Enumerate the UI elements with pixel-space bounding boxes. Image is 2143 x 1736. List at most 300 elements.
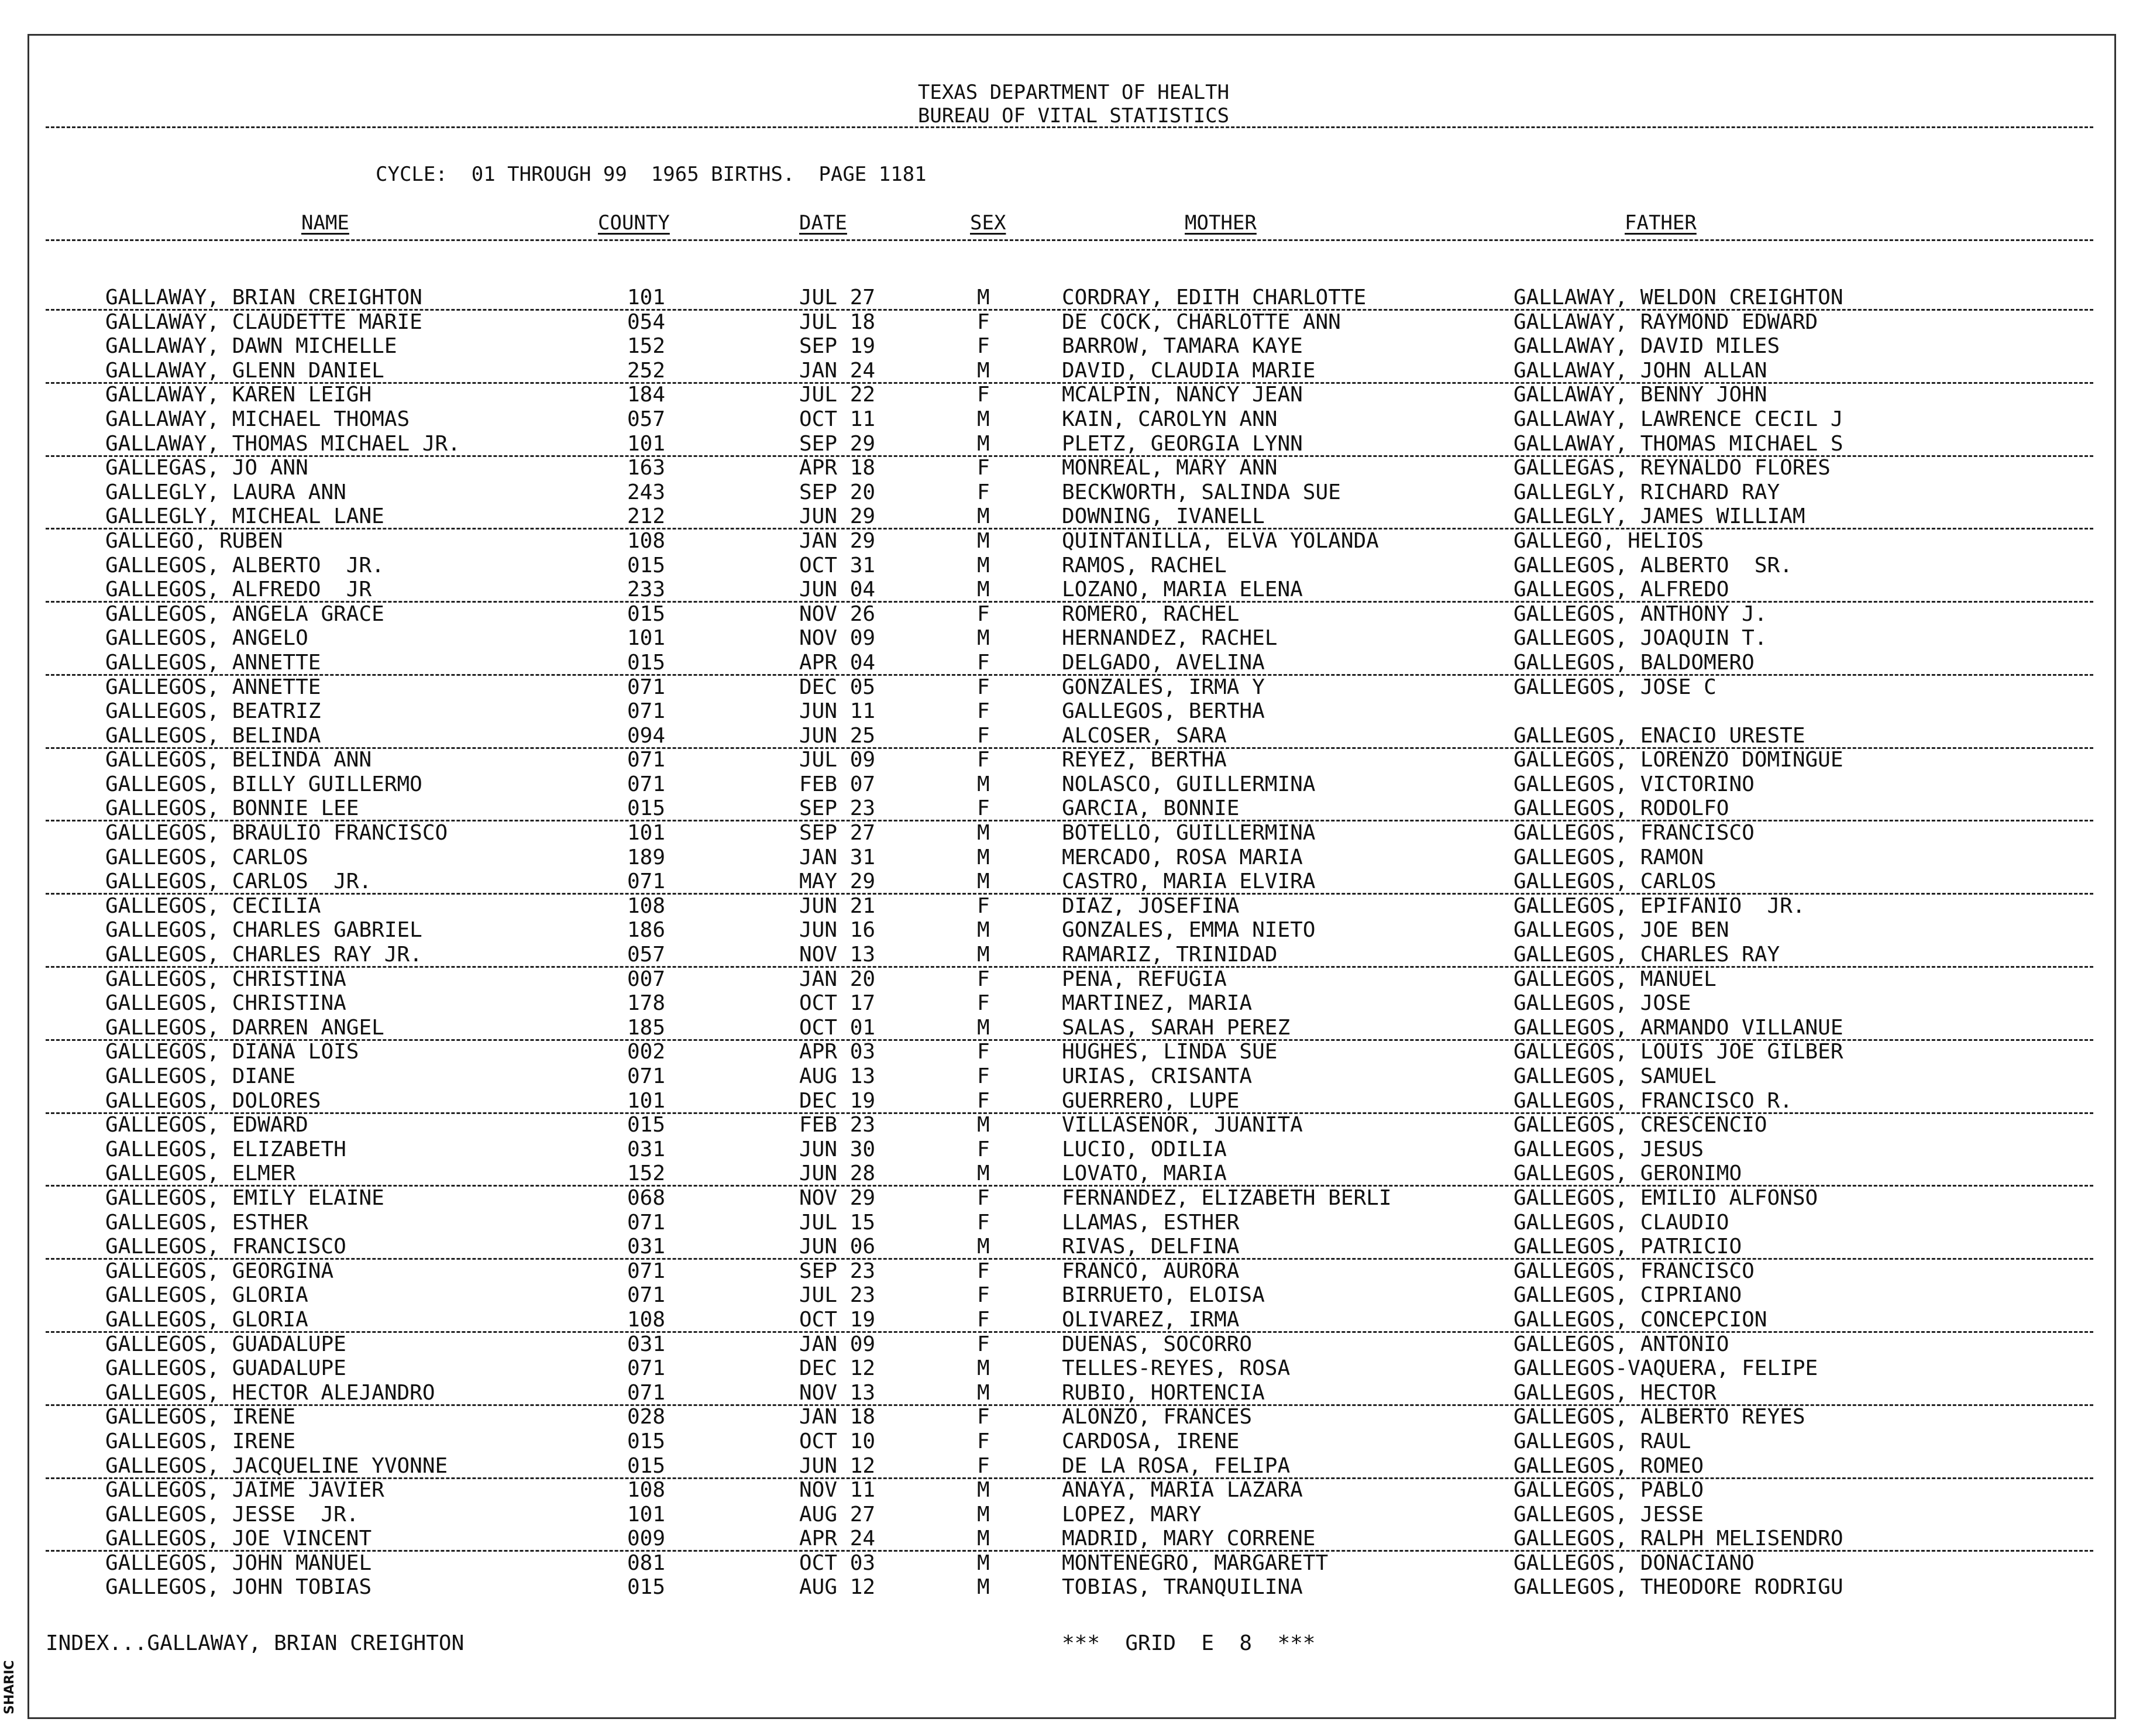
cell-name: GALLEGOS, ELMER xyxy=(105,1161,296,1186)
cell-name: GALLEGOS, FRANCISCO xyxy=(105,1235,346,1259)
table-row xyxy=(29,310,2118,335)
cell-sex: M xyxy=(977,1015,990,1040)
cell-date: NOV 13 xyxy=(799,943,876,967)
cell-father: GALLEGOS, VICTORINO xyxy=(1513,772,1755,796)
table-row xyxy=(29,602,2118,627)
cell-mother: LOVATO, MARIA xyxy=(1062,1161,1227,1186)
column-header-father: FATHER xyxy=(1625,211,1697,235)
cell-name: GALLEGO, RUBEN xyxy=(105,528,283,553)
bureau-title: BUREAU OF VITAL STATISTICS xyxy=(917,104,1230,128)
cell-county: 108 xyxy=(627,1307,666,1332)
cell-father: GALLEGOS, GERONIMO xyxy=(1513,1161,1742,1186)
cell-name: GALLEGOS, JOE VINCENT xyxy=(105,1527,372,1551)
cell-father: GALLEGAS, REYNALDO FLORES xyxy=(1513,456,1831,480)
cell-county: 071 xyxy=(627,1356,666,1381)
cell-name: GALLEGOS, JACQUELINE YVONNE xyxy=(105,1453,448,1478)
cell-name: GALLEGOS, JESSE JR. xyxy=(105,1502,359,1527)
cell-mother: MONREAL, MARY ANN xyxy=(1062,456,1278,480)
cell-county: 028 xyxy=(627,1405,666,1429)
table-row xyxy=(29,1235,2118,1259)
cell-date: JUN 16 xyxy=(799,918,876,943)
cell-date: NOV 11 xyxy=(799,1478,876,1503)
table-row xyxy=(29,1161,2118,1186)
cell-date: FEB 07 xyxy=(799,772,876,796)
cell-sex: F xyxy=(977,1453,990,1478)
cell-father: GALLEGOS, PATRICIO xyxy=(1513,1235,1742,1259)
cell-sex: F xyxy=(977,967,990,991)
cell-father: GALLEGOS, ANTONIO xyxy=(1513,1332,1729,1356)
cell-mother: CORDRAY, EDITH CHARLOTTE xyxy=(1062,286,1367,310)
cell-mother: KAIN, CAROLYN ANN xyxy=(1062,407,1278,431)
cell-mother: BARROW, TAMARA KAYE xyxy=(1062,334,1303,359)
cell-sex: F xyxy=(977,1064,990,1088)
cell-mother: LOZANO, MARIA ELENA xyxy=(1062,577,1303,602)
cell-mother: VILLASENOR, JUANITA xyxy=(1062,1113,1303,1137)
cell-county: 101 xyxy=(627,1502,666,1527)
cell-father: GALLEGOS, JOAQUIN T. xyxy=(1513,626,1767,651)
cell-sex: F xyxy=(977,1307,990,1332)
cell-date: JUL 23 xyxy=(799,1283,876,1308)
cell-sex: M xyxy=(977,1235,990,1259)
cell-date: SEP 23 xyxy=(799,1259,876,1283)
cell-sex: F xyxy=(977,650,990,675)
cell-name: GALLAWAY, GLENN DANIEL xyxy=(105,358,384,383)
cell-county: 071 xyxy=(627,772,666,796)
cell-father: GALLEGOS, LOUIS JOE GILBER xyxy=(1513,1040,1843,1064)
cell-county: 015 xyxy=(627,650,666,675)
cell-sex: F xyxy=(977,796,990,821)
cell-mother: MCALPIN, NANCY JEAN xyxy=(1062,383,1303,407)
department-title: TEXAS DEPARTMENT OF HEALTH xyxy=(917,81,1230,104)
cell-sex: M xyxy=(977,869,990,894)
cell-name: GALLEGOS, EDWARD xyxy=(105,1113,308,1137)
cell-father: GALLEGOS, HECTOR xyxy=(1513,1380,1717,1405)
cell-date: JUL 09 xyxy=(799,748,876,772)
cell-sex: M xyxy=(977,504,990,529)
cell-date: JAN 18 xyxy=(799,1405,876,1429)
cell-mother: BIRRUETO, ELOISA xyxy=(1062,1283,1265,1308)
cell-county: 015 xyxy=(627,1113,666,1137)
cell-county: 152 xyxy=(627,334,666,359)
cell-county: 108 xyxy=(627,528,666,553)
cell-county: 015 xyxy=(627,601,666,626)
cell-mother: RAMOS, RACHEL xyxy=(1062,553,1227,577)
cell-sex: M xyxy=(977,431,990,456)
cell-sex: M xyxy=(977,358,990,383)
cell-date: AUG 12 xyxy=(799,1575,876,1600)
cell-sex: M xyxy=(977,1113,990,1137)
cell-mother: HUGHES, LINDA SUE xyxy=(1062,1040,1278,1064)
table-row xyxy=(29,1040,2118,1064)
cell-county: 071 xyxy=(627,1259,666,1283)
cell-father: GALLEGOS, ALBERTO SR. xyxy=(1513,553,1793,577)
cell-sex: F xyxy=(977,1210,990,1235)
cell-county: 071 xyxy=(627,1283,666,1308)
cell-sex: M xyxy=(977,626,990,651)
cell-name: GALLEGOS, BONNIE LEE xyxy=(105,796,359,821)
cell-county: 054 xyxy=(627,310,666,334)
cell-mother: ANAYA, MARIA LAZARA xyxy=(1062,1478,1303,1503)
cell-mother: SALAS, SARAH PEREZ xyxy=(1062,1015,1291,1040)
cell-county: 015 xyxy=(627,1453,666,1478)
cell-sex: M xyxy=(977,553,990,577)
cell-sex: M xyxy=(977,943,990,967)
cell-mother: MARTINEZ, MARIA xyxy=(1062,991,1253,1016)
cell-mother: DAVID, CLAUDIA MARIE xyxy=(1062,358,1316,383)
table-row xyxy=(29,1429,2118,1454)
cell-name: GALLEGOS, JOHN TOBIAS xyxy=(105,1575,372,1600)
cell-county: 057 xyxy=(627,407,666,431)
column-header-county: COUNTY xyxy=(598,211,670,235)
cell-father: GALLEGOS, ALFREDO xyxy=(1513,577,1729,602)
cell-date: FEB 23 xyxy=(799,1113,876,1137)
table-row xyxy=(29,1089,2118,1113)
cell-mother: LOPEZ, MARY xyxy=(1062,1502,1202,1527)
cell-father: GALLEGOS, JOSE C xyxy=(1513,675,1717,699)
cell-sex: F xyxy=(977,991,990,1016)
cell-name: GALLEGOS, ALFREDO JR xyxy=(105,577,372,602)
cell-name: GALLAWAY, KAREN LEIGH xyxy=(105,383,372,407)
cell-date: JAN 20 xyxy=(799,967,876,991)
cell-father: GALLEGOS-VAQUERA, FELIPE xyxy=(1513,1356,1818,1381)
cell-mother: NOLASCO, GUILLERMINA xyxy=(1062,772,1316,796)
table-row xyxy=(29,1016,2118,1040)
cell-date: OCT 17 xyxy=(799,991,876,1016)
cell-father: GALLEGOS, EPIFANIO JR. xyxy=(1513,893,1805,918)
cell-sex: F xyxy=(977,699,990,724)
table-row xyxy=(29,699,2118,724)
cell-county: 002 xyxy=(627,1040,666,1064)
table-row xyxy=(29,943,2118,967)
cell-county: 178 xyxy=(627,991,666,1016)
cell-mother: BECKWORTH, SALINDA SUE xyxy=(1062,480,1341,504)
table-row xyxy=(29,334,2118,359)
cell-county: 015 xyxy=(627,553,666,577)
cell-name: GALLEGOS, CECILIA xyxy=(105,893,321,918)
cell-sex: M xyxy=(977,1356,990,1381)
cell-date: NOV 13 xyxy=(799,1380,876,1405)
cell-father: GALLEGOS, EMILIO ALFONSO xyxy=(1513,1185,1818,1210)
cell-name: GALLEGOS, ANNETTE xyxy=(105,675,321,699)
cell-date: DEC 12 xyxy=(799,1356,876,1381)
cell-mother: RUBIO, HORTENCIA xyxy=(1062,1380,1265,1405)
table-row xyxy=(29,1575,2118,1600)
cell-name: GALLEGOS, ANGELO xyxy=(105,626,308,651)
cell-father: GALLEGOS, FRANCISCO xyxy=(1513,821,1755,845)
cell-date: JAN 24 xyxy=(799,358,876,383)
cell-mother: CARDOSA, IRENE xyxy=(1062,1429,1240,1453)
cell-father: GALLEGOS, CARLOS xyxy=(1513,869,1717,894)
cell-county: 031 xyxy=(627,1235,666,1259)
cell-county: 081 xyxy=(627,1551,666,1575)
cell-name: GALLAWAY, BRIAN CREIGHTON xyxy=(105,286,422,310)
cell-father: GALLAWAY, LAWRENCE CECIL J xyxy=(1513,407,1843,431)
cell-father: GALLEGOS, LORENZO DOMINGUE xyxy=(1513,748,1843,772)
cell-name: GALLEGOS, JOHN MANUEL xyxy=(105,1551,372,1575)
cell-mother: GARCIA, BONNIE xyxy=(1062,796,1240,821)
cell-father: GALLEGOS, CONCEPCION xyxy=(1513,1307,1767,1332)
cycle-line: CYCLE: 01 THROUGH 99 1965 BIRTHS. PAGE 1181 xyxy=(376,163,927,186)
cell-father: GALLEGOS, FRANCISCO xyxy=(1513,1259,1755,1283)
cell-county: 184 xyxy=(627,383,666,407)
cell-date: NOV 29 xyxy=(799,1185,876,1210)
cell-sex: M xyxy=(977,772,990,796)
cell-name: GALLEGAS, JO ANN xyxy=(105,456,308,480)
cell-date: SEP 20 xyxy=(799,480,876,504)
column-header-date: DATE xyxy=(799,211,847,235)
table-row xyxy=(29,1186,2118,1211)
cell-date: OCT 19 xyxy=(799,1307,876,1332)
cell-father: GALLAWAY, THOMAS MICHAEL S xyxy=(1513,431,1843,456)
table-row xyxy=(29,748,2118,772)
cell-sex: M xyxy=(977,1551,990,1575)
table-row xyxy=(29,1259,2118,1284)
table-row xyxy=(29,651,2118,675)
cell-mother: GALLEGOS, BERTHA xyxy=(1062,699,1265,724)
cell-name: GALLEGOS, ELIZABETH xyxy=(105,1137,346,1161)
cell-father: GALLEGLY, RICHARD RAY xyxy=(1513,480,1780,504)
footer-index: INDEX...GALLAWAY, BRIAN CREIGHTON xyxy=(46,1631,465,1655)
cell-county: 186 xyxy=(627,918,666,943)
cell-county: 185 xyxy=(627,1015,666,1040)
table-row xyxy=(29,1527,2118,1551)
cell-sex: M xyxy=(977,528,990,553)
cell-father: GALLEGOS, CHARLES RAY xyxy=(1513,943,1780,967)
cell-sex: F xyxy=(977,334,990,359)
cell-date: APR 24 xyxy=(799,1527,876,1551)
cell-name: GALLAWAY, DAWN MICHELLE xyxy=(105,334,397,359)
cell-county: 068 xyxy=(627,1185,666,1210)
cell-mother: LLAMAS, ESTHER xyxy=(1062,1210,1240,1235)
column-header-sex: SEX xyxy=(970,211,1006,235)
cell-sex: F xyxy=(977,480,990,504)
cell-mother: DE LA ROSA, FELIPA xyxy=(1062,1453,1291,1478)
cell-name: GALLEGOS, ESTHER xyxy=(105,1210,308,1235)
cell-county: 101 xyxy=(627,1088,666,1113)
cell-mother: PENA, REFUGIA xyxy=(1062,967,1227,991)
column-header-name: NAME xyxy=(301,211,349,235)
cell-date: JUL 22 xyxy=(799,383,876,407)
document-frame xyxy=(27,34,2116,1719)
cell-father: GALLEGOS, JOSE xyxy=(1513,991,1691,1016)
cell-date: JAN 09 xyxy=(799,1332,876,1356)
cell-sex: M xyxy=(977,1380,990,1405)
cell-date: OCT 31 xyxy=(799,553,876,577)
cell-father: GALLEGOS, SAMUEL xyxy=(1513,1064,1717,1088)
cell-mother: TELLES-REYES, ROSA xyxy=(1062,1356,1291,1381)
cell-sex: M xyxy=(977,1161,990,1186)
cell-name: GALLEGOS, BRAULIO FRANCISCO xyxy=(105,821,448,845)
cell-name: GALLEGOS, DIANE xyxy=(105,1064,296,1088)
table-row xyxy=(29,554,2118,578)
cell-date: DEC 05 xyxy=(799,675,876,699)
table-row xyxy=(29,724,2118,748)
cell-date: DEC 19 xyxy=(799,1088,876,1113)
table-row xyxy=(29,796,2118,821)
cell-sex: F xyxy=(977,1185,990,1210)
footer-grid-reference: *** GRID E 8 *** xyxy=(1062,1631,1316,1655)
cell-county: 163 xyxy=(627,456,666,480)
cell-county: 212 xyxy=(627,504,666,529)
cell-mother: GONZALES, IRMA Y xyxy=(1062,675,1265,699)
cell-date: JUN 21 xyxy=(799,893,876,918)
cell-sex: M xyxy=(977,918,990,943)
cell-date: JUN 11 xyxy=(799,699,876,724)
cell-county: 071 xyxy=(627,1064,666,1088)
cell-sex: M xyxy=(977,1502,990,1527)
cell-county: 015 xyxy=(627,1575,666,1600)
cell-mother: RIVAS, DELFINA xyxy=(1062,1235,1240,1259)
cell-date: JUN 29 xyxy=(799,504,876,529)
cell-name: GALLEGOS, ANGELA GRACE xyxy=(105,601,384,626)
table-row xyxy=(29,1308,2118,1332)
cell-name: GALLEGLY, LAURA ANN xyxy=(105,480,346,504)
cell-mother: LUCIO, ODILIA xyxy=(1062,1137,1227,1161)
cell-name: GALLEGOS, CHRISTINA xyxy=(105,991,346,1016)
cell-date: NOV 26 xyxy=(799,601,876,626)
cell-date: JUN 30 xyxy=(799,1137,876,1161)
cell-sex: M xyxy=(977,845,990,869)
cell-father: GALLEGOS, ARMANDO VILLANUE xyxy=(1513,1015,1843,1040)
table-row xyxy=(29,359,2118,383)
cell-county: 189 xyxy=(627,845,666,869)
cell-sex: F xyxy=(977,456,990,480)
cell-name: GALLAWAY, MICHAEL THOMAS xyxy=(105,407,410,431)
cell-date: SEP 19 xyxy=(799,334,876,359)
cell-date: OCT 01 xyxy=(799,1015,876,1040)
cell-sex: F xyxy=(977,601,990,626)
cell-mother: OLIVAREZ, IRMA xyxy=(1062,1307,1240,1332)
cell-name: GALLEGOS, CARLOS JR. xyxy=(105,869,372,894)
cell-name: GALLEGOS, BELINDA xyxy=(105,723,321,748)
cell-date: SEP 29 xyxy=(799,431,876,456)
cell-father: GALLEGLY, JAMES WILLIAM xyxy=(1513,504,1805,529)
cell-county: 108 xyxy=(627,893,666,918)
cell-name: GALLEGOS, DOLORES xyxy=(105,1088,321,1113)
cell-mother: HERNANDEZ, RACHEL xyxy=(1062,626,1278,651)
cell-sex: M xyxy=(977,821,990,845)
cell-father: GALLEGOS, RALPH MELISENDRO xyxy=(1513,1527,1843,1551)
cell-mother: MADRID, MARY CORRENE xyxy=(1062,1527,1316,1551)
table-row xyxy=(29,577,2118,602)
cell-name: GALLEGOS, GEORGINA xyxy=(105,1259,334,1283)
cell-mother: ALONZO, FRANCES xyxy=(1062,1405,1253,1429)
cell-mother: ALCOSER, SARA xyxy=(1062,723,1227,748)
table-row xyxy=(29,967,2118,992)
table-row xyxy=(29,1503,2118,1527)
cell-county: 071 xyxy=(627,1210,666,1235)
cell-name: GALLEGOS, GLORIA xyxy=(105,1307,308,1332)
header-rule-top xyxy=(46,126,2093,128)
cell-date: APR 18 xyxy=(799,456,876,480)
cell-father: GALLEGOS, RAUL xyxy=(1513,1429,1691,1453)
cell-name: GALLEGOS, BEATRIZ xyxy=(105,699,321,724)
cell-county: 071 xyxy=(627,1380,666,1405)
cell-mother: QUINTANILLA, ELVA YOLANDA xyxy=(1062,528,1379,553)
cell-name: GALLEGOS, CHRISTINA xyxy=(105,967,346,991)
cell-father: GALLEGOS, ANTHONY J. xyxy=(1513,601,1767,626)
cell-father: GALLAWAY, JOHN ALLAN xyxy=(1513,358,1767,383)
cell-name: GALLEGOS, DARREN ANGEL xyxy=(105,1015,384,1040)
cell-father: GALLEGOS, CRESCENCIO xyxy=(1513,1113,1767,1137)
cell-sex: F xyxy=(977,723,990,748)
cell-date: JUN 25 xyxy=(799,723,876,748)
cell-name: GALLEGOS, IRENE xyxy=(105,1405,296,1429)
table-row xyxy=(29,456,2118,480)
cell-date: MAY 29 xyxy=(799,869,876,894)
cell-name: GALLEGLY, MICHEAL LANE xyxy=(105,504,384,529)
cell-name: GALLEGOS, GUADALUPE xyxy=(105,1332,346,1356)
cell-date: OCT 03 xyxy=(799,1551,876,1575)
cell-county: 243 xyxy=(627,480,666,504)
table-row xyxy=(29,383,2118,407)
cell-sex: F xyxy=(977,748,990,772)
cell-sex: F xyxy=(977,1040,990,1064)
cell-father: GALLEGOS, BALDOMERO xyxy=(1513,650,1755,675)
cell-father: GALLEGOS, CLAUDIO xyxy=(1513,1210,1729,1235)
cell-name: GALLEGOS, ANNETTE xyxy=(105,650,321,675)
table-row xyxy=(29,504,2118,529)
cell-name: GALLEGOS, BELINDA ANN xyxy=(105,748,372,772)
cell-date: JUN 06 xyxy=(799,1235,876,1259)
cell-county: 015 xyxy=(627,796,666,821)
cell-date: JUN 12 xyxy=(799,1453,876,1478)
cell-sex: F xyxy=(977,1088,990,1113)
column-header-mother: MOTHER xyxy=(1185,211,1257,235)
cell-name: GALLEGOS, CHARLES RAY JR. xyxy=(105,943,422,967)
cell-name: GALLEGOS, IRENE xyxy=(105,1429,296,1453)
table-row xyxy=(29,821,2118,845)
cell-sex: M xyxy=(977,1575,990,1600)
table-row xyxy=(29,1454,2118,1479)
cell-mother: MONTENEGRO, MARGARETT xyxy=(1062,1551,1329,1575)
cell-mother: DE COCK, CHARLOTTE ANN xyxy=(1062,310,1341,334)
table-row xyxy=(29,1478,2118,1503)
cell-county: 071 xyxy=(627,699,666,724)
cell-name: GALLEGOS, DIANA LOIS xyxy=(105,1040,359,1064)
cell-sex: F xyxy=(977,1283,990,1308)
table-row xyxy=(29,991,2118,1016)
cell-date: JUL 18 xyxy=(799,310,876,334)
cell-father: GALLEGOS, CIPRIANO xyxy=(1513,1283,1742,1308)
table-row xyxy=(29,407,2118,432)
cell-mother: DOWNING, IVANELL xyxy=(1062,504,1265,529)
cell-date: JAN 31 xyxy=(799,845,876,869)
table-row xyxy=(29,1381,2118,1405)
table-row xyxy=(29,918,2118,943)
cell-father: GALLAWAY, RAYMOND EDWARD xyxy=(1513,310,1818,334)
cell-sex: F xyxy=(977,1259,990,1283)
cell-sex: F xyxy=(977,1137,990,1161)
cell-sex: M xyxy=(977,1527,990,1551)
cell-county: 101 xyxy=(627,431,666,456)
cell-father: GALLEGOS, RAMON xyxy=(1513,845,1704,869)
cell-mother: ROMERO, RACHEL xyxy=(1062,601,1240,626)
cell-county: 007 xyxy=(627,967,666,991)
records-list xyxy=(29,286,2118,1600)
cell-name: GALLEGOS, CARLOS xyxy=(105,845,308,869)
cell-father: GALLEGOS, ALBERTO REYES xyxy=(1513,1405,1805,1429)
cell-county: 101 xyxy=(627,286,666,310)
cell-name: GALLEGOS, EMILY ELAINE xyxy=(105,1185,384,1210)
header-rule-bottom xyxy=(46,239,2093,241)
cell-county: 031 xyxy=(627,1137,666,1161)
cell-mother: PLETZ, GEORGIA LYNN xyxy=(1062,431,1303,456)
cell-father: GALLEGOS, JESUS xyxy=(1513,1137,1704,1161)
cell-date: OCT 11 xyxy=(799,407,876,431)
table-row xyxy=(29,1356,2118,1381)
cell-date: JUN 04 xyxy=(799,577,876,602)
